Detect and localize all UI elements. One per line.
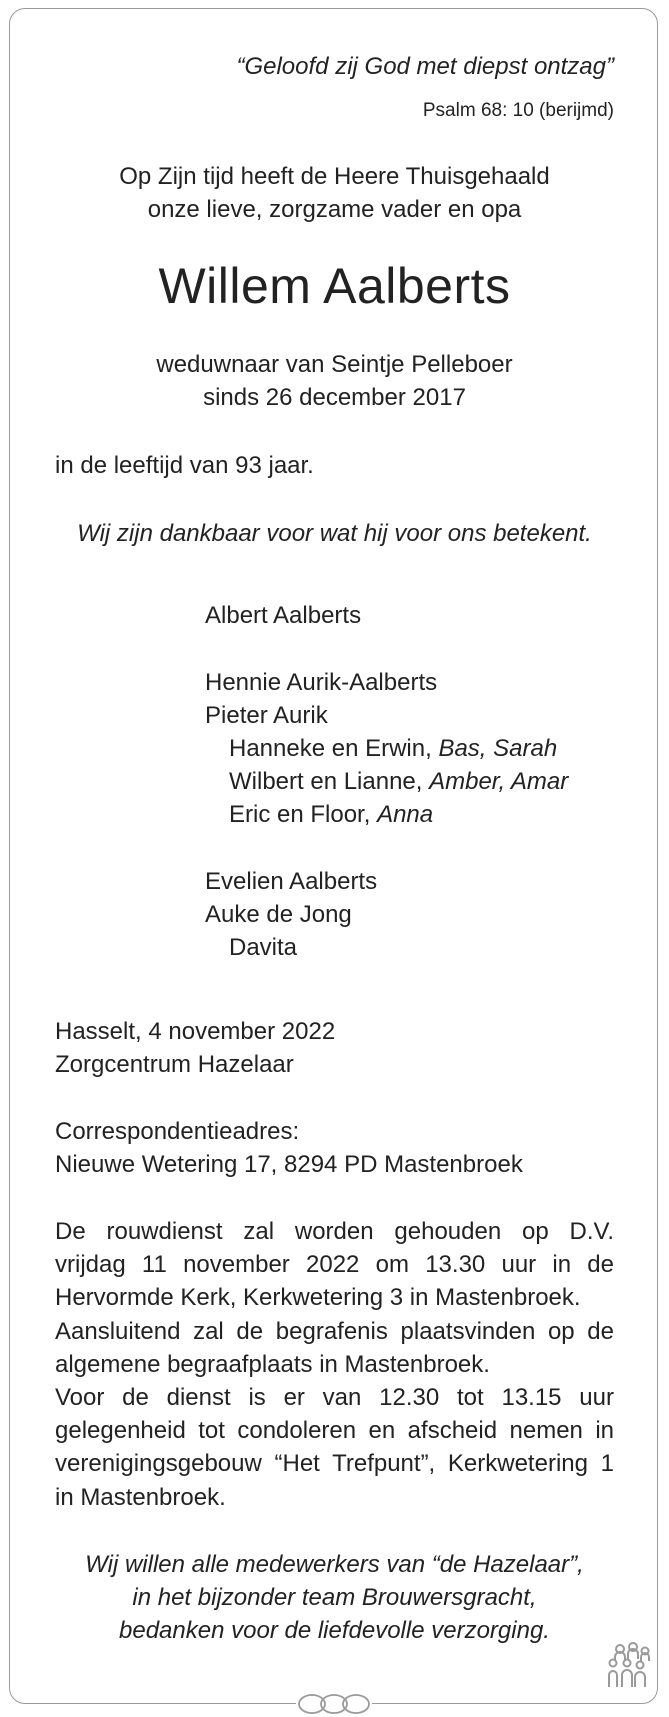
correspondence-address: Nieuwe Wetering 17, 8294 PD Mastenbroek — [55, 1151, 523, 1178]
announcement-line-2: onze lieve, zorgzame vader en opa — [147, 196, 522, 223]
thanks-line-1: Wij willen alle medewerkers van “de Hazelaar”, — [85, 1551, 584, 1578]
grandchildren-line — [229, 765, 568, 798]
widower-line-1: weduwnaar van Seintje Pelleboer — [156, 351, 513, 378]
grandchildren-kids: Bas, Sarah — [438, 735, 558, 762]
grandchildren-line — [229, 798, 433, 831]
service-line: Hervormde Kerk, Kerkwetering 3 in Mastenbroek. — [55, 1284, 581, 1312]
header-reference: Psalm 68: 10 (berijmd) — [422, 100, 614, 121]
service-line: verenigingsgebouw “Het Trefpunt”, Kerkwetering 1 — [55, 1450, 614, 1478]
widower-line-2: sinds 26 december 2017 — [203, 384, 466, 411]
service-line: vrijdag 11 november 2022 om 13.30 uur in de — [55, 1251, 614, 1279]
service-paragraph — [55, 1215, 614, 1514]
service-line: gelegenheid tot condoleren en afscheid nemen in — [55, 1417, 614, 1445]
family-name-evelien: Evelien Aalberts — [205, 868, 378, 895]
announcement-line-1: Op Zijn tijd heeft de Heere Thuisgehaald — [119, 163, 550, 190]
family-name-hennie: Hennie Aurik-Aalberts — [205, 669, 438, 696]
grandchildren-parents: Hanneke en Erwin, — [229, 735, 439, 762]
service-line: Voor de dienst is er van 12.30 tot 13.15 uur — [55, 1383, 614, 1411]
service-line: in Mastenbroek. — [55, 1483, 226, 1511]
grandchildren-parents: Wilbert en Lianne, — [229, 768, 430, 795]
family-name-pieter: Pieter Aurik — [205, 702, 328, 729]
place-line-1: Hasselt, 4 november 2022 — [55, 1018, 336, 1045]
age-line: in de leeftijd van 93 jaar. — [55, 452, 314, 479]
correspondence-label: Correspondentieadres: — [55, 1118, 300, 1145]
grandchildren-kids: Amber, Amar — [429, 768, 569, 795]
family-people-icon — [606, 1641, 656, 1691]
thanks-line-2: in het bijzonder team Brouwersgracht, — [132, 1584, 537, 1611]
header-quote: “Geloofd zij God met diepst ontzag” — [236, 53, 614, 80]
family-name-albert: Albert Aalberts — [205, 602, 362, 629]
gratitude-line: Wij zijn dankbaar voor wat hij voor ons betekent. — [77, 520, 592, 547]
place-line-2: Zorgcentrum Hazelaar — [55, 1051, 294, 1078]
grandchildren-line — [229, 732, 557, 765]
grandchildren-parents: Eric en Floor, — [229, 801, 378, 828]
service-line: De rouwdienst zal worden gehouden op D.V. — [55, 1218, 614, 1245]
thanks-line-3: bedanken voor de liefdevolle verzorging. — [119, 1617, 550, 1644]
service-line: algemene begraafplaats in Mastenbroek. — [55, 1350, 490, 1378]
family-name-auke: Auke de Jong — [205, 901, 352, 928]
interlocking-rings-icon — [296, 1692, 372, 1716]
deceased-name: Willem Aalberts — [158, 258, 511, 314]
service-line: Aansluitend zal de begrafenis plaatsvinden op de — [55, 1317, 614, 1345]
grandchildren-kids: Anna — [377, 801, 434, 828]
family-name-davita: Davita — [229, 934, 298, 961]
